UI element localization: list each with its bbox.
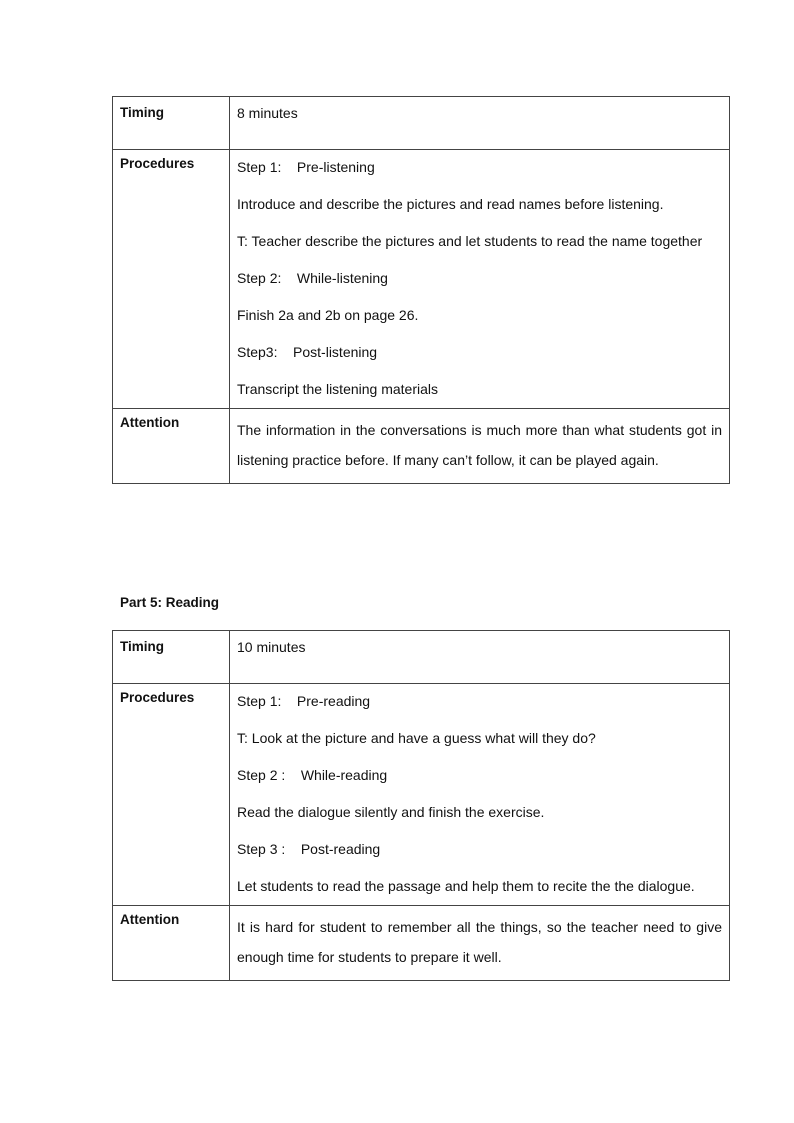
timing-row bbox=[113, 631, 730, 684]
timing-label: Timing bbox=[113, 631, 230, 684]
procedures-label: Procedures bbox=[113, 684, 230, 906]
timing-label: Timing bbox=[113, 97, 230, 150]
step-3-description: Transcript the listening materials bbox=[237, 381, 439, 397]
step-1-heading: Step 1: Pre-listening bbox=[237, 159, 375, 175]
reading-lesson-table bbox=[112, 630, 730, 981]
step-2-description: Finish 2a and 2b on page 26. bbox=[237, 307, 419, 323]
procedures-content bbox=[230, 150, 730, 409]
step-1-description: T: Look at the picture and have a guess what will they do? bbox=[237, 730, 596, 746]
attention-label: Attention bbox=[113, 409, 230, 484]
timing-row bbox=[113, 97, 730, 150]
attention-content bbox=[230, 906, 730, 981]
step-2-description: Read the dialogue silently and finish the exercise. bbox=[237, 804, 545, 820]
attention-content bbox=[230, 409, 730, 484]
procedures-label: Procedures bbox=[113, 150, 230, 409]
step-3-heading: Step3: Post-listening bbox=[237, 344, 378, 360]
step-3-description: Let students to read the passage and help them to recite the the dialogue. bbox=[237, 878, 695, 894]
attention-text: The information in the conversations is much more than what students got in listening practice before. If many can’t follow, it can be played again. bbox=[237, 422, 722, 468]
attention-label: Attention bbox=[113, 906, 230, 981]
section-title: Part 5: Reading bbox=[120, 595, 220, 610]
timing-value: 8 minutes bbox=[230, 97, 730, 150]
timing-value: 10 minutes bbox=[230, 631, 730, 684]
procedures-row bbox=[113, 684, 730, 906]
step-1-teacher-note: T: Teacher describe the pictures and let students to read the name together bbox=[237, 233, 703, 249]
step-2-heading: Step 2 : While-reading bbox=[237, 767, 388, 783]
step-1-heading: Step 1: Pre-reading bbox=[237, 693, 371, 709]
listening-lesson-table bbox=[112, 96, 730, 484]
attention-row bbox=[113, 409, 730, 484]
step-3-heading: Step 3 : Post-reading bbox=[237, 841, 381, 857]
attention-row bbox=[113, 906, 730, 981]
step-2-heading: Step 2: While-listening bbox=[237, 270, 388, 286]
procedures-row bbox=[113, 150, 730, 409]
procedures-content bbox=[230, 684, 730, 906]
step-1-description: Introduce and describe the pictures and read names before listening. bbox=[237, 196, 664, 212]
attention-text: It is hard for student to remember all the things, so the teacher need to give enough time for students to prepare it well. bbox=[237, 919, 722, 965]
